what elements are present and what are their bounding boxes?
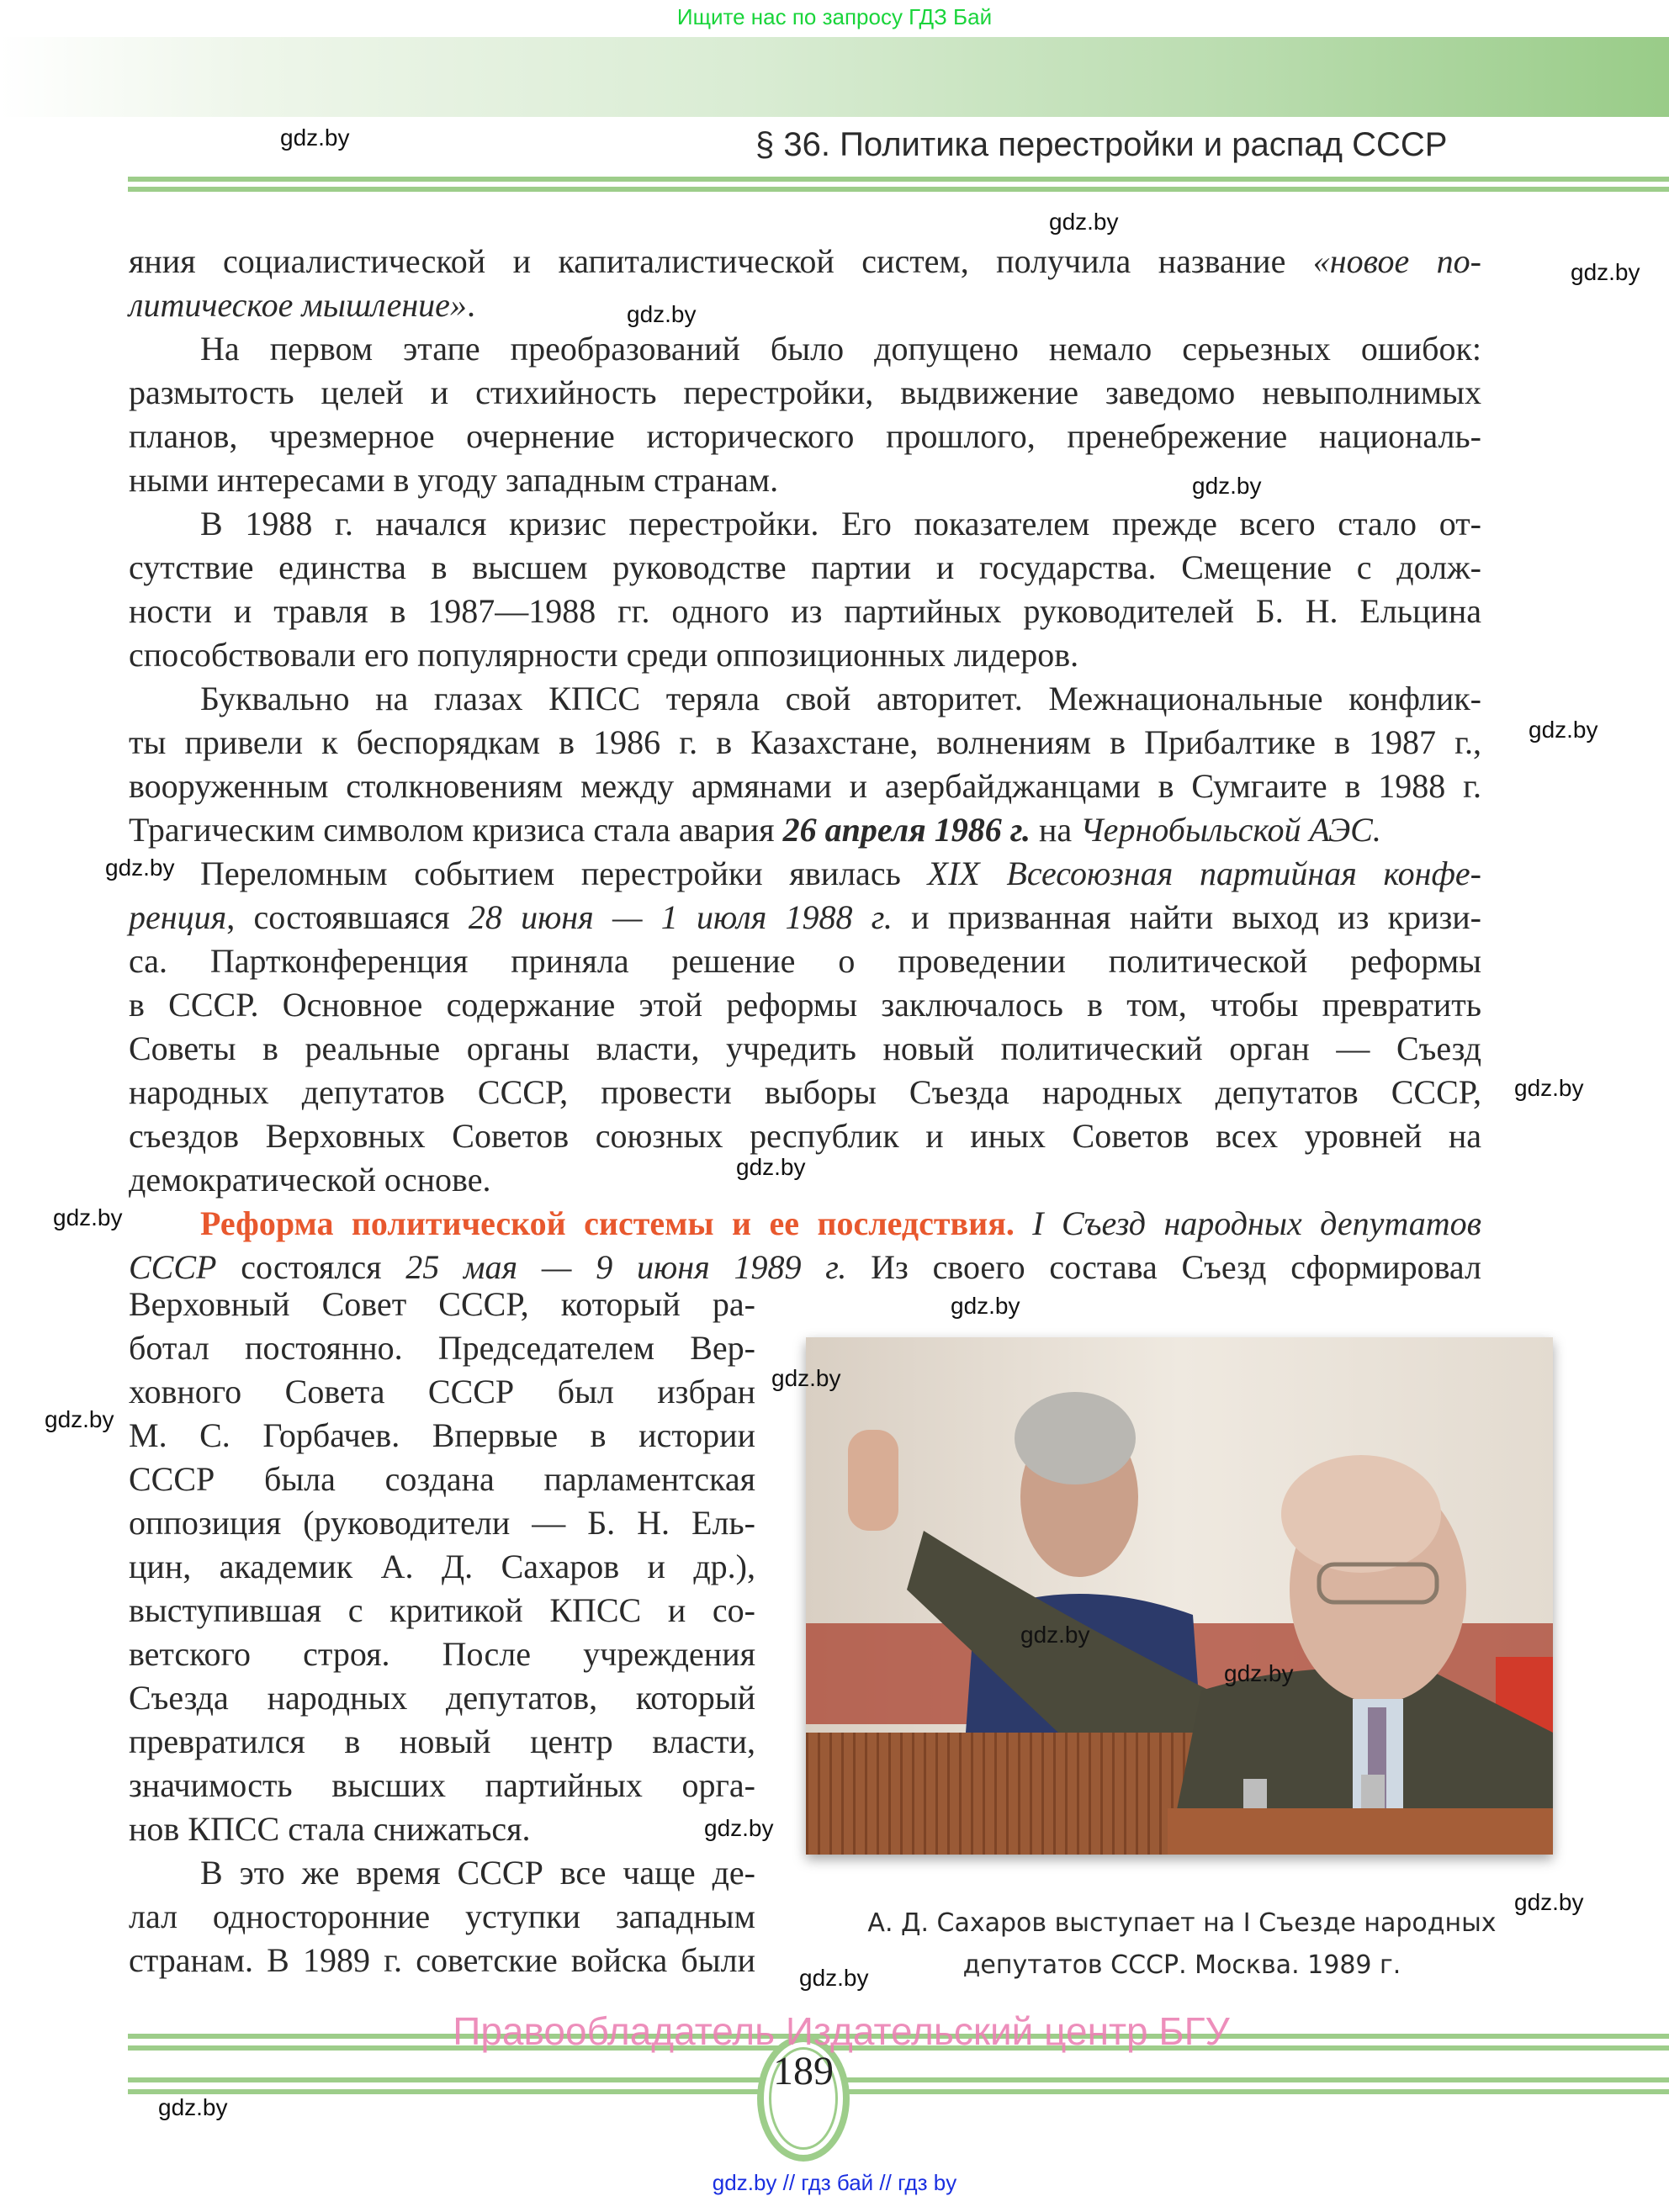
copyright-watermark: Правообладатель Издательский центр БГУ xyxy=(453,2009,1230,2053)
text-line: ренция, состоявшаяся 28 июня — 1 июля 1988 г. и призванная найти выход из кризи- xyxy=(129,898,1481,936)
text-line: нов КПСС стала снижаться. xyxy=(129,1810,531,1848)
text-line: СССР состоялся 25 мая — 9 июня 1989 г. Из своего состава Съезд сформировал xyxy=(129,1248,1481,1286)
text-line: превратился в новый центр власти, xyxy=(129,1723,755,1760)
text-line: значимость высших партийных орга- xyxy=(129,1766,755,1804)
gdz-watermark: gdz.by xyxy=(1514,1889,1584,1915)
gdz-watermark: gdz.by xyxy=(158,2094,228,2120)
text-line: демократической основе. xyxy=(129,1161,491,1199)
text-line: цин, академик А. Д. Сахаров и др.), xyxy=(129,1548,755,1585)
text-line: в СССР. Основное содержание этой реформы заключалось в том, чтобы превратить xyxy=(129,986,1481,1024)
gdz-watermark: gdz.by xyxy=(771,1365,841,1391)
gdz-watermark: gdz.by xyxy=(951,1293,1020,1319)
text-line: В это же время СССР все чаще де- xyxy=(200,1854,755,1892)
text-line: М. С. Горбачев. Впервые в истории xyxy=(129,1416,755,1454)
text-line: оппозиция (руководители — Б. Н. Ель- xyxy=(129,1504,755,1542)
header-rule-top xyxy=(128,177,1669,182)
gdz-watermark: gdz.by xyxy=(736,1154,806,1180)
text-line: яния социалистической и капиталистической систем, получила название «новое по- xyxy=(129,242,1481,280)
gdz-watermark: gdz.by xyxy=(53,1204,123,1230)
header-rule-bottom xyxy=(128,187,1669,192)
text-line: ты привели к беспорядкам в 1986 г. в Казахстане, волнениям в Прибалтике в 1987 г., xyxy=(129,723,1481,761)
photo-sakharov-speaking xyxy=(806,1337,1553,1855)
text-line: ветского строя. После учреждения xyxy=(129,1635,755,1673)
text-line: ботал постоянно. Председателем Вер- xyxy=(129,1329,755,1367)
left-column-text xyxy=(129,1283,755,1982)
gdz-watermark: gdz.by xyxy=(1192,473,1262,499)
bottom-links[interactable]: gdz.by // гдз бай // гдз by xyxy=(712,2170,957,2195)
text-line: народных депутатов СССР, провести выборы Съезда народных депутатов СССР, xyxy=(129,1073,1481,1111)
text-line: планов, чрезмерное очернение исторического прошлого, пренебрежение националь- xyxy=(129,417,1481,455)
caption-line-1: А. Д. Сахаров выступает на I Съезде народных xyxy=(867,1908,1497,1938)
text-line: выступившая с критикой КПСС и со- xyxy=(129,1591,755,1629)
gdz-watermark: gdz.by xyxy=(280,124,350,151)
gdz-watermark: gdz.by xyxy=(704,1815,774,1841)
text-line: Съезда народных депутатов, который xyxy=(129,1679,755,1717)
text-line: ховного Совета СССР был избран xyxy=(129,1373,755,1410)
gdz-watermark: gdz.by xyxy=(1514,1075,1584,1101)
text-line: Реформа политической системы и ее последствия. I Съезд народных депутатов xyxy=(200,1204,1481,1242)
chapter-title: § 36. Политика перестройки и распад СССР xyxy=(755,126,1448,163)
caption-line-2: депутатов СССР. Москва. 1989 г. xyxy=(962,1950,1401,1980)
gdz-watermark: gdz.by xyxy=(799,1965,869,1991)
gdz-watermark: gdz.by xyxy=(1049,209,1119,235)
footer-rule-4 xyxy=(128,2089,1669,2094)
text-line: са. Партконференция приняла решение о проведении политической реформы xyxy=(129,942,1481,980)
text-line: На первом этапе преобразований было допущено немало серьезных ошибок: xyxy=(200,330,1481,368)
top-banner: Ищите нас по запросу ГДЗ Бай xyxy=(676,4,993,29)
text-line: съездов Верховных Советов союзных республик и иных Советов всех уровней на xyxy=(129,1117,1481,1155)
figure-caption xyxy=(833,1902,1531,1987)
text-line: Верховный Совет СССР, который ра- xyxy=(129,1285,755,1323)
text-line: Трагическим символом кризиса стала авария 26 апреля 1986 г. на Чернобыльской АЭС. xyxy=(129,811,1381,849)
text-line: способствовали его популярности среди оппозиционных лидеров. xyxy=(129,636,1079,674)
text-line: литическое мышление». xyxy=(129,286,475,324)
text-line: размытость целей и стихийность перестройки, выдвижение заведомо невыполнимых xyxy=(129,373,1481,411)
text-line: ности и травля в 1987—1988 гг. одного из партийных руководителей Б. Н. Ельцина xyxy=(129,592,1481,630)
page-number: 189 xyxy=(773,2049,834,2093)
text-line: лал односторонние уступки западным xyxy=(129,1897,755,1935)
header-gradient-band xyxy=(0,37,1669,117)
main-text-block xyxy=(129,240,1481,1289)
gdz-watermark: gdz.by xyxy=(45,1406,114,1432)
footer-rule-3 xyxy=(128,2077,1669,2082)
text-line: Переломным событием перестройки явилась XIX Всесоюзная партийная конфе- xyxy=(200,855,1481,892)
text-line: сутствие единства в высшем руководстве партии и государства. Смещение с долж- xyxy=(129,548,1481,586)
photo-illustration xyxy=(806,1337,1553,1855)
text-line: Буквально на глазах КПСС теряла свой авторитет. Межнациональные конфлик- xyxy=(200,680,1481,717)
text-line: В 1988 г. начался кризис перестройки. Его показателем прежде всего стало от- xyxy=(200,505,1481,542)
gdz-watermark: gdz.by xyxy=(1224,1660,1294,1686)
gdz-watermark: gdz.by xyxy=(1020,1622,1090,1648)
section-heading: Реформа политической системы и ее последствия. xyxy=(200,1204,1015,1242)
text-line: странам. В 1989 г. советские войска были xyxy=(129,1941,755,1979)
gdz-watermark: gdz.by xyxy=(1571,259,1640,285)
gdz-watermark: gdz.by xyxy=(1529,717,1598,743)
gdz-watermark: gdz.by xyxy=(105,855,175,881)
text-line: Советы в реальные органы власти, учредить новый политический орган — Съезд xyxy=(129,1029,1481,1067)
text-line: вооруженным столкновениям между армянами и азербайджанцами в Сумгаите в 1988 г. xyxy=(129,767,1481,805)
text-line: СССР была создана парламентская xyxy=(129,1460,755,1498)
text-line: ными интересами в угоду западным странам. xyxy=(129,461,779,499)
gdz-watermark: gdz.by xyxy=(627,301,697,327)
